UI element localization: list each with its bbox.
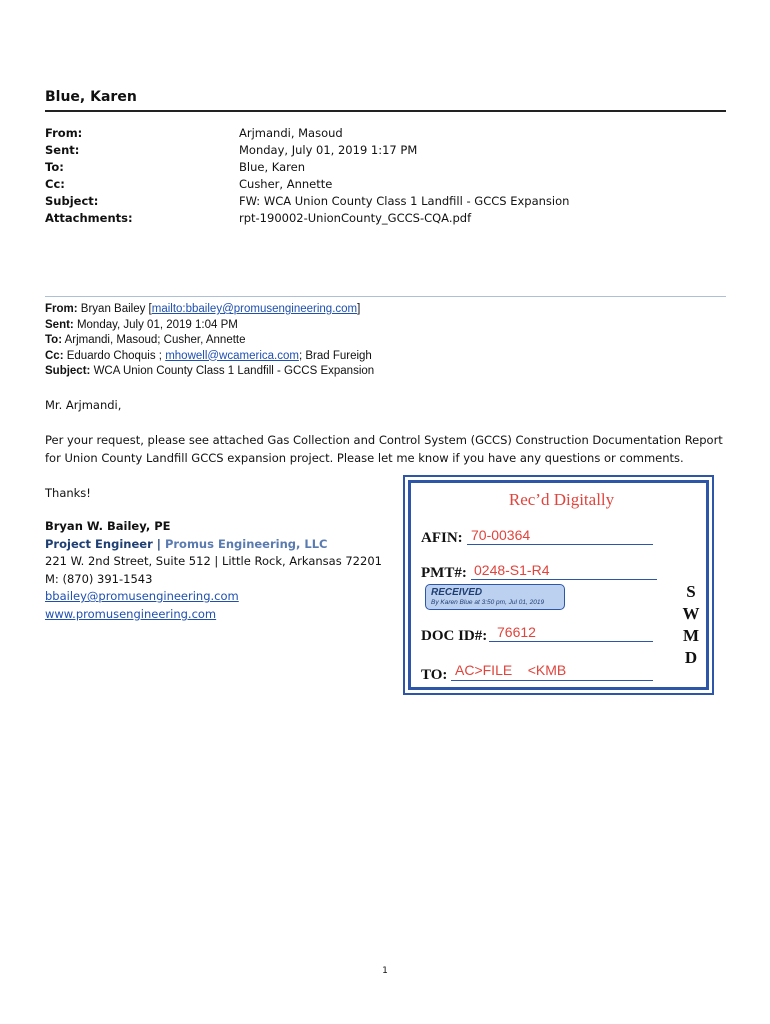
received-label: RECEIVED: [431, 587, 483, 598]
greeting: Mr. Arjmandi,: [45, 398, 122, 412]
stamp-docid-value: 76612: [497, 624, 536, 640]
stamp-pmt-line: [471, 579, 657, 580]
forwarded-header: [45, 302, 374, 380]
fw-subject-value: WCA Union County Class 1 Landfill - GCCS Expansion: [93, 365, 375, 377]
stamp-afin-value: 70-00364: [471, 527, 531, 543]
swmd-letter: M: [682, 626, 700, 645]
body-paragraph: Per your request, please see attached Gas Collection and Control System (GCCS) Construction Documentation Report for Union County Landfill GCCS expansion project. Please let me know if you have any questions or comments.: [45, 433, 723, 465]
stamp-docid-line: [489, 641, 653, 642]
fw-sent-value: Monday, July 01, 2019 1:04 PM: [76, 318, 238, 331]
stamp-swmd-letters: [681, 581, 701, 669]
page-number: 1: [382, 966, 388, 976]
stamp-docid-label: DOC ID#:: [421, 628, 488, 644]
swmd-letter: D: [684, 648, 698, 667]
stamp-pmt-value: 0248-S1-R4: [474, 562, 550, 578]
stamp-title: Rec’d Digitally: [508, 490, 615, 509]
header-label: Cc:: [45, 177, 65, 191]
fw-from-name: Bryan Bailey [: [80, 303, 152, 315]
stamp-to-label: TO:: [421, 667, 448, 683]
header-label: From:: [45, 126, 83, 140]
stamp-afin-line: [467, 544, 653, 545]
header-row-sent: [45, 142, 569, 159]
header-label: To:: [45, 160, 64, 174]
header-row-subject: [45, 193, 569, 210]
signature-phone: M: (870) 391-1543: [45, 571, 153, 586]
mailbox-name: Blue, Karen: [45, 89, 137, 105]
attachment-filename[interactable]: rpt-190002-UnionCounty_GCCS-CQA.pdf: [239, 211, 472, 225]
swmd-letter: S: [686, 582, 696, 601]
swmd-letter: W: [682, 604, 700, 623]
fw-to-line: [45, 333, 374, 349]
signature-website-link[interactable]: www.promusengineering.com: [45, 606, 217, 621]
fw-cc-label: Cc:: [45, 349, 64, 362]
header-row-to: [45, 159, 569, 176]
fw-from-line: [45, 302, 374, 318]
fw-subject-line: [45, 364, 374, 380]
signature-company: Promus Engineering, LLC: [164, 536, 328, 551]
received-badge: [425, 584, 565, 610]
signature: [45, 518, 382, 623]
stamp-afin-label: AFIN:: [421, 530, 463, 546]
stamp-to-line: [451, 680, 653, 681]
received-stamp: [408, 480, 709, 690]
signature-address: 221 W. 2nd Street, Suite 512 | Little Rock, Arkansas 72201: [45, 554, 382, 568]
fw-cc-post: ; Brad Fureigh: [298, 349, 372, 362]
header-value: FW: WCA Union County Class 1 Landfill - GCCS Expansion: [239, 194, 570, 208]
header-value: Cusher, Annette: [239, 177, 333, 191]
fw-to-label: To:: [45, 334, 63, 346]
thanks-line: Thanks!: [45, 486, 91, 500]
signature-email-link[interactable]: bbailey@promusengineering.com: [45, 589, 239, 603]
fw-from-label: From:: [45, 303, 78, 315]
header-row-from: [45, 125, 569, 142]
fw-cc-pre: Eduardo Choquis ;: [66, 349, 162, 362]
signature-separator: |: [152, 536, 165, 551]
email-header-fields: [45, 125, 569, 227]
header-label: Sent:: [45, 143, 80, 157]
header-label: Subject:: [45, 194, 99, 208]
header-value: Arjmandi, Masoud: [239, 126, 343, 140]
stamp-pmt-label: PMT#:: [421, 565, 467, 581]
header-row-attachments: [45, 210, 569, 227]
fw-to-value: Arjmandi, Masoud; Cusher, Annette: [64, 334, 246, 346]
fw-subject-label: Subject:: [45, 365, 91, 377]
fw-sent-label: Sent:: [45, 318, 74, 331]
stamp-to-value: AC>FILE <KMB: [455, 662, 567, 678]
signature-name: Bryan W. Bailey, PE: [45, 519, 171, 533]
signature-title: Project Engineer: [45, 536, 153, 551]
fw-from-email-link[interactable]: mailto:bbailey@promusengineering.com: [151, 303, 358, 315]
fw-cc-line: [45, 349, 374, 365]
signature-title-line: [45, 536, 382, 554]
header-value: Monday, July 01, 2019 1:17 PM: [239, 143, 418, 157]
fw-cc-email-link[interactable]: mhowell@wcamerica.com: [165, 349, 299, 362]
header-divider: [45, 110, 726, 112]
fw-sent-line: [45, 318, 374, 334]
fw-from-end: ]: [357, 303, 361, 315]
header-row-cc: [45, 176, 569, 193]
forwarded-divider: [45, 296, 726, 297]
header-value: Blue, Karen: [239, 160, 305, 174]
header-label: Attachments:: [45, 211, 133, 225]
received-detail: By Karen Blue at 3:50 pm, Jul 01, 2019: [431, 599, 545, 606]
